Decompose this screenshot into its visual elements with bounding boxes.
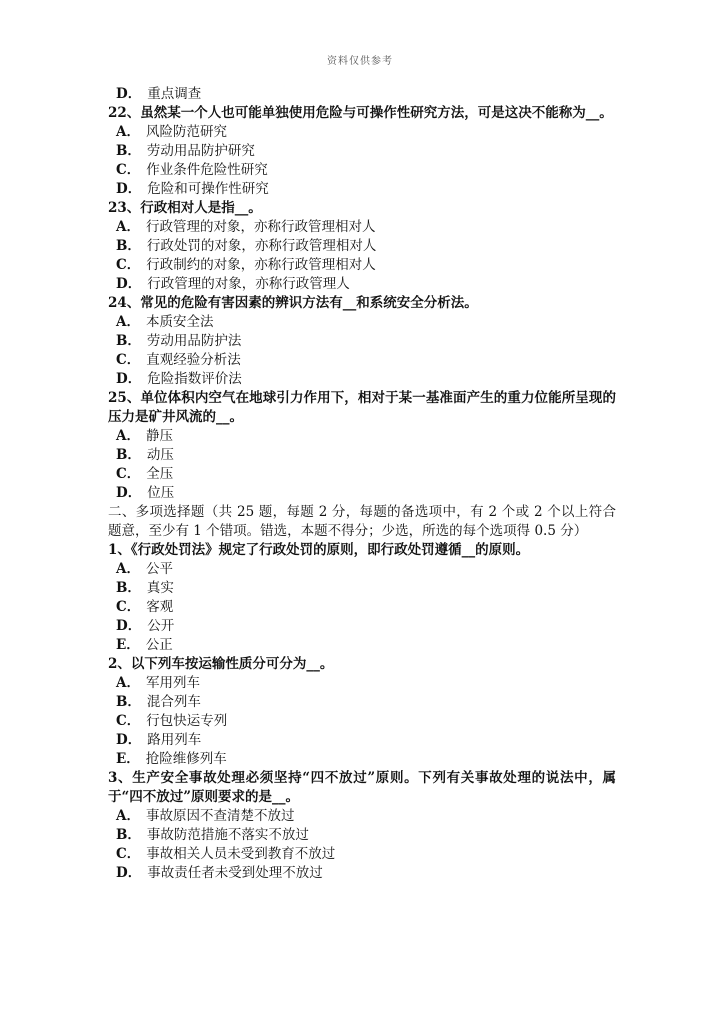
answer-option (108, 180, 616, 199)
answer-option (108, 636, 616, 655)
answer-option (108, 693, 616, 712)
page-header: 资料仅供参考 (327, 56, 393, 67)
answer-option (108, 85, 616, 104)
option-text: 混合列车 (146, 694, 201, 710)
option-label: C． (116, 162, 141, 178)
option-label: D． (116, 371, 142, 387)
option-text: 风险防范研究 (145, 124, 227, 140)
answer-option (108, 674, 616, 693)
answer-option (108, 218, 616, 237)
answer-option (108, 807, 616, 826)
option-label: B． (116, 694, 141, 710)
question-stem: 3、生产安全事故处理必须坚持“四不放过”原则。下列有关事故处理的说法中，属于“四不放过”原则要求的是__。 (108, 770, 616, 805)
option-label: B． (116, 827, 141, 843)
option-text: 抢险维修列车 (145, 751, 227, 767)
option-text: 事故原因不查清楚不放过 (145, 808, 295, 824)
option-text: 事故责任者未受到处理不放过 (147, 865, 323, 881)
option-label: B． (116, 143, 141, 159)
option-text: 静压 (145, 428, 173, 444)
option-label: B． (116, 447, 141, 463)
option-label: C． (116, 466, 141, 482)
option-text: 直观经验分析法 (146, 352, 241, 368)
option-label: D． (116, 276, 142, 292)
answer-option (108, 237, 616, 256)
question-stem: 23、行政相对人是指__。 (108, 200, 262, 216)
answer-option (108, 579, 616, 598)
option-label: C． (116, 846, 141, 862)
option-text: 行政制约的对象，亦称行政管理相对人 (146, 257, 376, 273)
option-label: E． (116, 751, 140, 767)
answer-option (108, 617, 616, 636)
option-label: C． (116, 599, 141, 615)
answer-option (108, 332, 616, 351)
option-label: D． (116, 732, 142, 748)
option-text: 重点调查 (147, 86, 202, 102)
option-label: A． (116, 314, 140, 330)
answer-option (108, 351, 616, 370)
option-text: 公开 (147, 618, 175, 634)
answer-option (108, 446, 616, 465)
option-label: D． (116, 865, 142, 881)
answer-option (108, 123, 616, 142)
option-label: A． (116, 561, 140, 577)
option-label: A． (116, 219, 140, 235)
answer-option (108, 864, 616, 883)
option-text: 军用列车 (145, 675, 200, 691)
answer-option (108, 712, 616, 731)
option-text: 位压 (147, 485, 175, 501)
option-label: D． (116, 485, 142, 501)
answer-option (108, 731, 616, 750)
option-text: 公平 (145, 561, 173, 577)
option-text: 劳动用品防护法 (146, 333, 242, 349)
answer-option (108, 484, 616, 503)
option-label: A． (116, 124, 140, 140)
option-text: 行政管理的对象，亦称行政管理人 (147, 276, 350, 292)
option-text: 危险和可操作性研究 (147, 181, 269, 197)
option-label: C． (116, 257, 141, 273)
option-text: 真实 (146, 580, 174, 596)
option-text: 事故相关人员未受到教育不放过 (146, 846, 336, 862)
option-text: 全压 (146, 466, 174, 482)
answer-option (108, 256, 616, 275)
answer-option (108, 161, 616, 180)
question-stem: 24、常见的危险有害因素的辨识方法有__和系统安全分析法。 (108, 295, 478, 311)
option-label: A． (116, 428, 140, 444)
option-text: 事故防范措施不落实不放过 (146, 827, 309, 843)
option-label: B． (116, 580, 141, 596)
question-stem: 22、虽然某一个人也可能单独使用危险与可操作性研究方法，可是这决不能称为__。 (108, 105, 613, 121)
answer-option (108, 465, 616, 484)
answer-option (108, 370, 616, 389)
option-text: 劳动用品防护研究 (146, 143, 255, 159)
section-heading: 二、多项选择题（共 25 题，每题 2 分，每题的备选项中，有 2 个或 2 个以上符合题意，至少有 1 个错项。错选，本题不得分；少选，所选的每个选项得 0.5 分） (108, 504, 616, 539)
option-text: 路用列车 (147, 732, 202, 748)
option-text: 行政处罚的对象，亦称行政管理相对人 (146, 238, 377, 254)
answer-option (108, 560, 616, 579)
option-label: D． (116, 618, 142, 634)
question-stem: 1、《行政处罚法》规定了行政处罚的原则，即行政处罚遵循__的原则。 (108, 542, 530, 558)
answer-option (108, 142, 616, 161)
document-body (108, 85, 616, 883)
option-label: D． (116, 181, 142, 197)
option-text: 动压 (146, 447, 174, 463)
option-label: B． (116, 333, 141, 349)
answer-option (108, 275, 616, 294)
question-stem: 25、单位体积内空气在地球引力作用下，相对于某一基准面产生的重力位能所呈现的压力是矿井风流的__。 (108, 390, 616, 425)
answer-option (108, 826, 616, 845)
option-label: B． (116, 238, 141, 254)
option-text: 行政管理的对象，亦称行政管理相对人 (145, 219, 376, 235)
option-label: A． (116, 808, 140, 824)
answer-option (108, 598, 616, 617)
answer-option (108, 427, 616, 446)
answer-option (108, 750, 616, 769)
option-text: 公正 (145, 637, 173, 653)
option-label: C． (116, 713, 141, 729)
option-label: C． (116, 352, 141, 368)
option-text: 行包快运专列 (146, 713, 228, 729)
option-label: D． (116, 86, 142, 102)
option-text: 客观 (146, 599, 174, 615)
answer-option (108, 845, 616, 864)
option-text: 危险指数评价法 (147, 371, 242, 387)
answer-option (108, 313, 616, 332)
option-label: E． (116, 637, 140, 653)
option-label: A． (116, 675, 140, 691)
option-text: 作业条件危险性研究 (146, 162, 268, 178)
question-stem: 2、以下列车按运输性质分可分为__。 (108, 656, 334, 672)
option-text: 本质安全法 (145, 314, 214, 330)
